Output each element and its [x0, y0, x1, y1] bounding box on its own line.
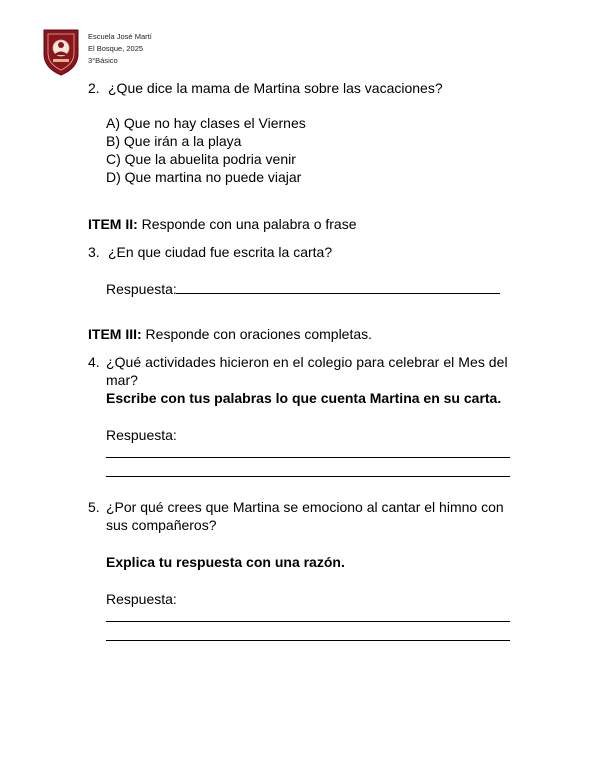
question-4-answer-line-2[interactable] — [106, 476, 510, 477]
item-2-label: ITEM II: — [88, 216, 138, 232]
question-2-option-c: C) Que la abuelita podria venir — [106, 151, 296, 167]
question-4-instruction: Escribe con tus palabras lo que cuenta Martina en su carta. — [106, 390, 502, 406]
question-3-answer-line[interactable] — [176, 293, 500, 294]
question-2-option-b: B) Que irán a la playa — [106, 133, 242, 149]
question-2-text: ¿Que dice la mama de Martina sobre las vacaciones? — [108, 80, 443, 96]
school-name: Escuela José Martí — [88, 32, 152, 41]
item-3-instruction: Responde con oraciones completas. — [141, 326, 373, 342]
item-2-instruction: Responde con una palabra o frase — [137, 216, 357, 232]
question-4-answer-label: Respuesta: — [106, 427, 177, 443]
question-5-text-line-1: ¿Por qué crees que Martina se emociono al cantar el himno con — [106, 499, 504, 515]
item-3-heading — [88, 325, 372, 343]
question-2-option-d: D) Que martina no puede viajar — [106, 169, 302, 185]
question-3-number: 3. — [88, 244, 100, 260]
question-5-number: 5. — [88, 499, 100, 515]
question-2-option-a: A) Que no hay clases el Viernes — [106, 115, 306, 131]
school-crest-icon — [42, 26, 80, 76]
question-5-answer-label: Respuesta: — [106, 591, 177, 607]
item-3-label: ITEM III: — [88, 326, 142, 342]
question-3-answer-label: Respuesta: — [106, 281, 177, 297]
item-2-heading — [88, 215, 357, 233]
question-3-text: ¿En que ciudad fue escrita la carta? — [108, 244, 333, 260]
school-location-year: El Bosque, 2025 — [88, 44, 144, 53]
question-4-answer-line-1[interactable] — [106, 457, 510, 458]
question-5-answer-line-1[interactable] — [106, 621, 510, 622]
question-4-number: 4. — [88, 354, 100, 370]
question-5-answer-line-2[interactable] — [106, 640, 510, 641]
question-4-text-line-2: mar? — [106, 372, 138, 388]
question-2-number: 2. — [88, 80, 100, 96]
question-5-instruction: Explica tu respuesta con una razón. — [106, 554, 345, 570]
grade-label: 3°Básico — [88, 56, 118, 65]
question-5-text-line-2: sus compañeros? — [106, 517, 217, 533]
question-4-text-line-1: ¿Qué actividades hicieron en el colegio para celebrar el Mes del — [106, 354, 508, 370]
